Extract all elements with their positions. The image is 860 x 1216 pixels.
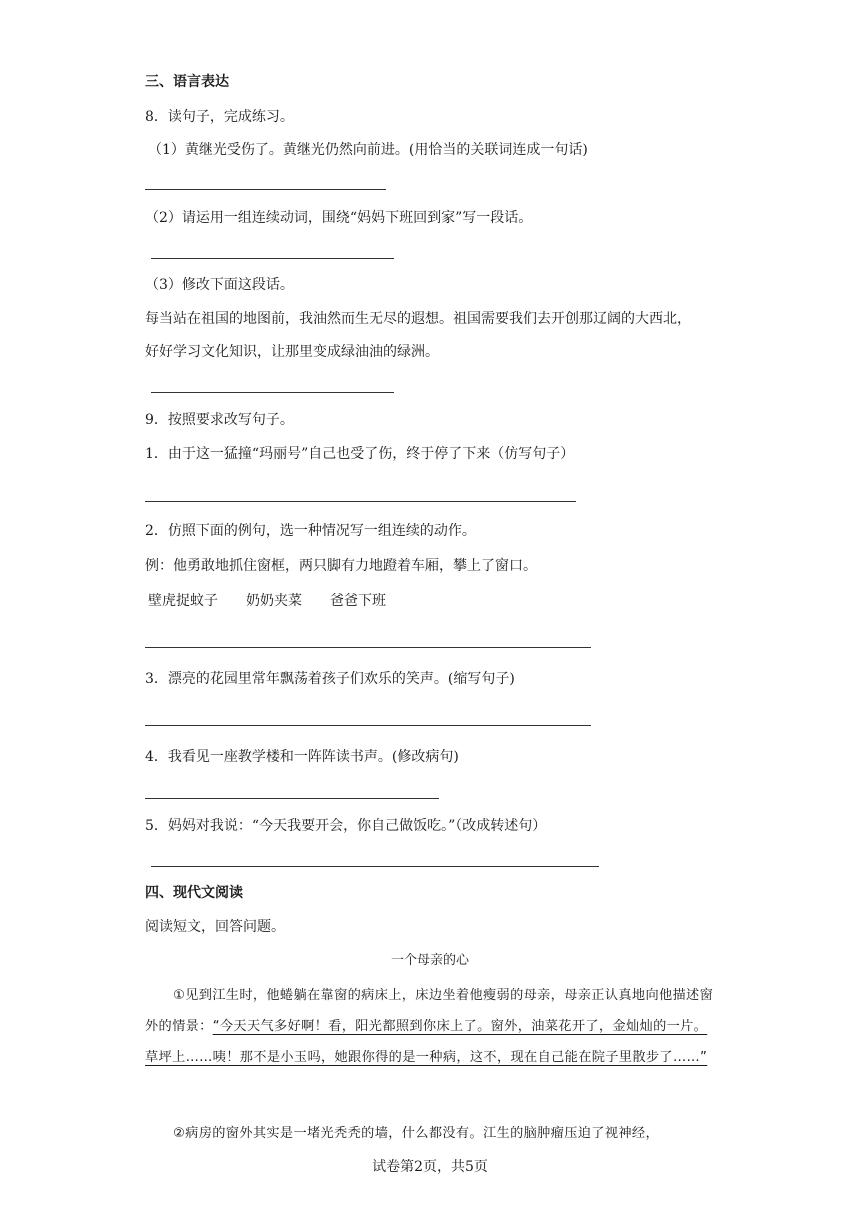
example-sentence: 例：他勇敢地抓住窗框，两只脚有力地蹬着车厢，攀上了窗口。 (145, 558, 537, 574)
passage-line-1: 每当站在祖国的地图前，我油然而生无尽的遐想。祖国需要我们去开创那辽阔的大西北， (145, 311, 691, 327)
option-list: 壁虎捉蚊子 奶奶夹菜 爸爸下班 (148, 593, 386, 609)
question-8-stem: 8．读句子，完成练习。 (145, 109, 294, 125)
article-paragraph-1 (145, 980, 717, 1073)
paragraph-1-text: ①见到江生时，他蜷躺在靠窗的病床上，床边坐着他瘦弱的母亲，母亲正认真地向他描述窗外的情景： (145, 988, 714, 1034)
answer-blank-9-5[interactable] (151, 866, 599, 867)
underlined-quote: “今天天气多好啊！看，阳光都照到你床上了。窗外，油菜花开了，金灿灿的一片。草坪上……咦！那不是小玉吗，她跟你得的是一种病，这不，现在自己能在院子里散步了……” (145, 1019, 708, 1065)
passage-line-2: 好好学习文化知识，让那里变成绿油油的绿洲。 (145, 344, 439, 360)
question-9-item-4: 4．我看见一座教学楼和一阵阵读书声。(修改病句) (145, 749, 459, 765)
section-heading-language: 三、语言表达 (145, 74, 229, 90)
article-paragraph-2: ②病房的窗外其实是一堵光秃秃的墙，什么都没有。江生的脑肿瘤压迫了视神经， (173, 1126, 659, 1141)
question-9-item-1: 1．由于这一猛撞“玛丽号”自己也受了伤，终于停了下来（仿写句子） (145, 446, 575, 462)
answer-blank-8-3[interactable] (151, 392, 394, 393)
page-footer: 试卷第2页，共5页 (372, 1159, 488, 1175)
answer-blank-8-2[interactable] (151, 258, 394, 259)
question-9-stem: 9．按照要求改写句子。 (145, 412, 294, 428)
reading-instruction: 阅读短文，回答问题。 (145, 919, 285, 935)
question-9-item-5: 5．妈妈对我说：“今天我要开会，你自己做饭吃。”（改成转述句） (145, 818, 547, 834)
answer-blank-9-1[interactable] (145, 501, 576, 502)
question-9-item-3: 3．漂亮的花园里常年飘荡着孩子们欢乐的笑声。(缩写句子) (145, 671, 515, 687)
question-8-part-3: （3）修改下面这段话。 (145, 277, 294, 293)
article-title: 一个母亲的心 (390, 953, 469, 968)
section-heading-reading: 四、现代文阅读 (145, 885, 243, 901)
answer-blank-9-4[interactable] (145, 798, 439, 799)
answer-blank-9-3[interactable] (145, 725, 591, 726)
question-8-part-2: （2）请运用一组连续动词，围绕“妈妈下班回到家”写一段话。 (145, 210, 533, 226)
question-8-part-1: （1）黄继光受伤了。黄继光仍然向前进。(用恰当的关联词连成一句话) (148, 142, 588, 158)
answer-blank-9-2[interactable] (145, 647, 591, 648)
answer-blank-8-1[interactable] (145, 189, 386, 190)
question-9-item-2: 2．仿照下面的例句，选一种情况写一组连续的动作。 (145, 523, 476, 539)
